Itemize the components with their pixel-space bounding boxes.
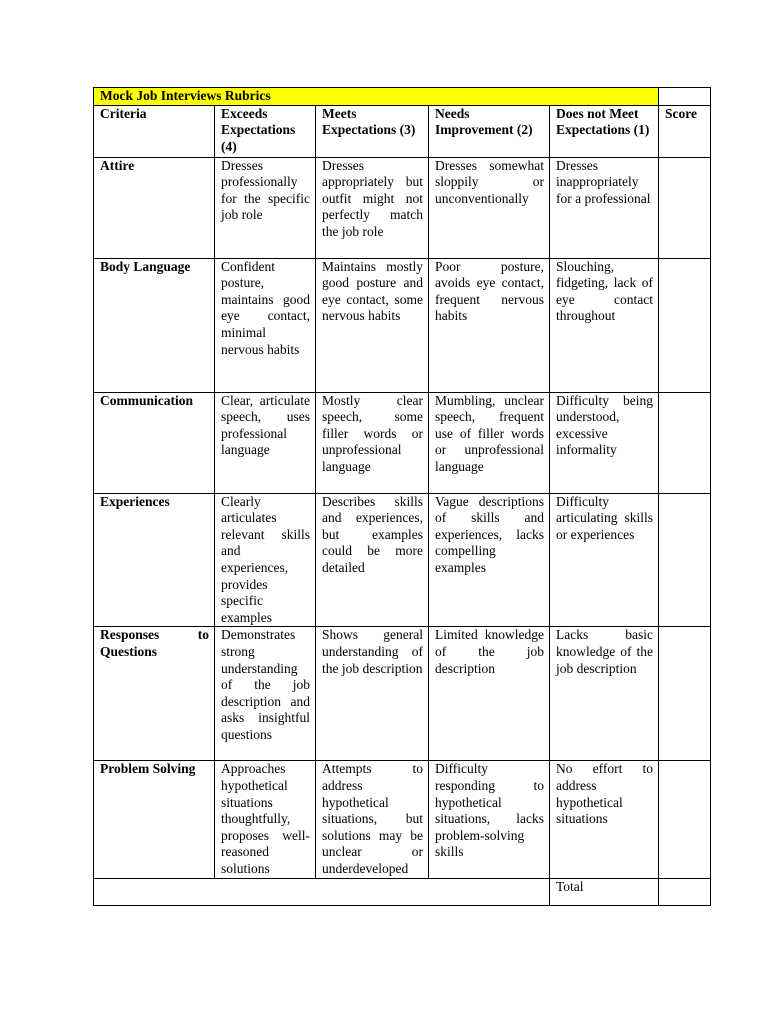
total-label: Total bbox=[550, 878, 659, 905]
header-needs: Needs Improvement (2) bbox=[429, 105, 550, 157]
exceeds-cell: Demonstrates strong understanding of the job description and asks insightful questions bbox=[215, 627, 316, 761]
does-not-meet-cell: Dresses inappropriately for a professional bbox=[550, 157, 659, 258]
criteria-cell: Communication bbox=[94, 392, 215, 493]
needs-cell: Vague descriptions of skills and experiences, lacks compelling examples bbox=[429, 493, 550, 627]
rubric-title: Mock Job Interviews Rubrics bbox=[94, 88, 659, 106]
table-row bbox=[94, 157, 711, 258]
meets-cell: Dresses appropriately but outfit might not perfectly match the job role bbox=[316, 157, 429, 258]
table-row bbox=[94, 627, 711, 761]
header-criteria: Criteria bbox=[94, 105, 215, 157]
score-cell bbox=[659, 157, 711, 258]
does-not-meet-cell: Difficulty being understood, excessive informality bbox=[550, 392, 659, 493]
needs-cell: Poor posture, avoids eye contact, frequent nervous habits bbox=[429, 258, 550, 392]
criteria-cell: Attire bbox=[94, 157, 215, 258]
meets-cell: Attempts to address hypothetical situations, but solutions may be unclear or underdeveloped bbox=[316, 761, 429, 878]
exceeds-cell: Clearly articulates relevant skills and experiences, provides specific examples bbox=[215, 493, 316, 627]
score-cell bbox=[659, 761, 711, 878]
header-meets: Meets Expectations (3) bbox=[316, 105, 429, 157]
rubric-table bbox=[93, 87, 711, 906]
rubric-page bbox=[93, 87, 710, 906]
meets-cell: Maintains mostly good posture and eye contact, some nervous habits bbox=[316, 258, 429, 392]
does-not-meet-cell: Lacks basic knowledge of the job description bbox=[550, 627, 659, 761]
total-row bbox=[94, 878, 711, 905]
exceeds-cell: Clear, articulate speech, uses professional language bbox=[215, 392, 316, 493]
table-row bbox=[94, 493, 711, 627]
exceeds-cell: Confident posture, maintains good eye contact, minimal nervous habits bbox=[215, 258, 316, 392]
header-exceeds: Exceeds Expectations (4) bbox=[215, 105, 316, 157]
criteria-cell: Experiences bbox=[94, 493, 215, 627]
criteria-cell: Body Language bbox=[94, 258, 215, 392]
meets-cell: Describes skills and experiences, but examples could be more detailed bbox=[316, 493, 429, 627]
needs-cell: Dresses somewhat sloppily or unconventionally bbox=[429, 157, 550, 258]
does-not-meet-cell: No effort to address hypothetical situations bbox=[550, 761, 659, 878]
exceeds-cell: Dresses professionally for the specific job role bbox=[215, 157, 316, 258]
criteria-cell: Responses to Questions bbox=[94, 627, 215, 761]
meets-cell: Shows general understanding of the job description bbox=[316, 627, 429, 761]
needs-cell: Limited knowledge of the job description bbox=[429, 627, 550, 761]
table-row bbox=[94, 392, 711, 493]
table-row bbox=[94, 258, 711, 392]
needs-cell: Mumbling, unclear speech, frequent use of filler words or unprofessional language bbox=[429, 392, 550, 493]
exceeds-cell: Approaches hypothetical situations thoughtfully, proposes well-reasoned solutions bbox=[215, 761, 316, 878]
does-not-meet-cell: Difficulty articulating skills or experiences bbox=[550, 493, 659, 627]
does-not-meet-cell: Slouching, fidgeting, lack of eye contact throughout bbox=[550, 258, 659, 392]
header-does-not-meet: Does not Meet Expectations (1) bbox=[550, 105, 659, 157]
score-cell bbox=[659, 627, 711, 761]
header-score: Score bbox=[659, 105, 711, 157]
score-cell bbox=[659, 493, 711, 627]
criteria-cell: Problem Solving bbox=[94, 761, 215, 878]
total-score-cell bbox=[659, 878, 711, 905]
table-row bbox=[94, 761, 711, 878]
score-cell bbox=[659, 392, 711, 493]
score-cell bbox=[659, 258, 711, 392]
total-row-blank bbox=[94, 878, 550, 905]
meets-cell: Mostly clear speech, some filler words or unprofessional language bbox=[316, 392, 429, 493]
title-score-blank bbox=[659, 88, 711, 106]
needs-cell: Difficulty responding to hypothetical situations, lacks problem-solving skills bbox=[429, 761, 550, 878]
